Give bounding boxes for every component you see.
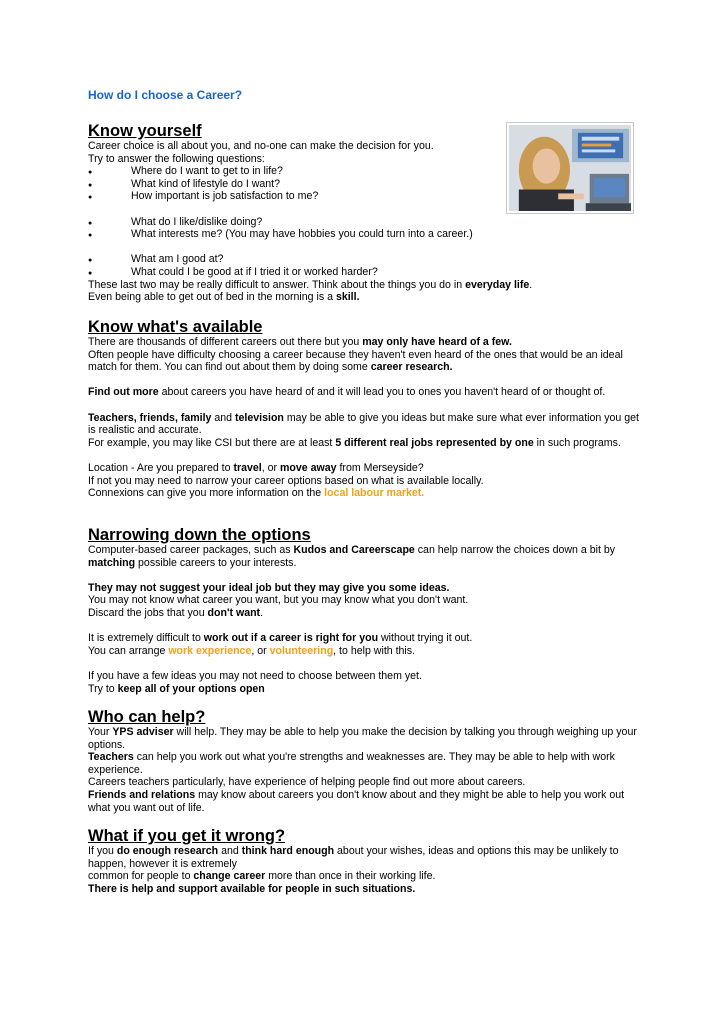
paragraph: If you have a few ideas you may not need to choose between them yet. [88,669,422,682]
paragraph: Your YPS adviser will help. They may be able to help you make the decision by talking you through weighing up your options. [88,726,637,751]
paragraph: Try to keep all of your options open [88,682,265,695]
paragraph: These last two may be really difficult to answer. Think about the things you do in everyday life. [88,278,533,291]
list-item: ● Where do I want to get to in life? [88,165,640,178]
paragraph: Teachers, friends, family and television may be able to give you ideas but make sure what ever information you get is realistic and accurate. [88,411,639,437]
paragraph: Find out more about careers you have heard of and it will lead you to ones you haven't heard of or thought of. [88,386,606,399]
woman-at-computer-image [509,125,631,211]
paragraph: You may not know what career you want, but you may know what you don't want. [88,594,469,607]
paragraph: Connexions can give you more information on the local labour market. [88,487,425,500]
paragraph: Friends and relations may know about careers you don't know about and they might be able to help you work out what you want out of life. [88,788,625,814]
paragraph: Try to answer the following questions: [88,152,265,165]
paragraph: For example, you may like CSI but there are at least 5 different real jobs represented by one in such programs. [88,436,621,449]
question-list-2 [88,216,640,241]
section-what-if-wrong [88,827,640,895]
paragraph: Computer-based career packages, such as Kudos and Careerscape can help narrow the choices down a bit by matching possible careers to your interests. [88,544,616,569]
heading-what-if-wrong: What if you get it wrong? [88,827,286,845]
section-know-whats-available [88,318,640,500]
paragraph: Often people have difficulty choosing a career because they haven't even heard of the ones that would be an ideal match for them. You can find out about them by doing some career research. [88,348,623,374]
paragraph: If not you may need to narrow your career options based on what is available locally. [88,474,484,487]
paragraph: Discard the jobs that you don't want. [88,606,264,619]
list-item: ● What kind of lifestyle do I want? [88,178,640,191]
paragraph: Careers teachers particularly, have experience of helping people find out more about careers. [88,776,526,789]
list-item: ● What do I like/dislike doing? [88,216,640,229]
page-title: How do I choose a Career? [88,88,243,102]
question-list-3 [88,253,640,278]
heading-narrowing-down: Narrowing down the options [88,526,311,544]
heading-know-whats-available: Know what's available [88,318,263,336]
paragraph: There is help and support available for people in such situations. [88,882,416,895]
paragraph: Career choice is all about you, and no-one can make the decision for you. [88,140,434,152]
paragraph: You can arrange work experience, or volunteering, to help with this. [88,644,416,657]
list-item: ● What could I be good at if I tried it or worked harder? [88,266,640,279]
paragraph: There are thousands of different careers out there but you may only have heard of a few. [88,336,512,348]
heading-know-yourself: Know yourself [88,122,202,140]
paragraph: common for people to change career more than once in their working life. [88,870,436,883]
paragraph: It is extremely difficult to work out if a career is right for you without trying it out. [88,632,473,645]
local-labour-market-link[interactable]: local labour market. [324,487,425,500]
list-item: ● How important is job satisfaction to me? [88,190,640,203]
paragraph: Teachers can help you work out what you're strengths and weaknesses are. They may be able to help with work experience. [88,751,615,776]
section-who-can-help [88,708,640,814]
work-experience-link[interactable]: work experience [168,644,252,657]
paragraph: They may not suggest your ideal job but they may give you some ideas. [88,581,450,594]
heading-who-can-help: Who can help? [88,708,206,726]
paragraph: Location - Are you prepared to travel, or move away from Merseyside? [88,461,424,474]
volunteering-link[interactable]: volunteering [269,644,334,657]
section-narrowing-down [88,526,640,695]
paragraph: If you do enough research and think hard enough about your wishes, ideas and options this may be unlikely to happen, however it is extremely [88,845,619,870]
list-item: ● What interests me? (You may have hobbies you could turn into a career.) [88,228,640,241]
paragraph: Even being able to get out of bed in the morning is a skill. [88,291,360,304]
career-photo [506,122,634,214]
list-item: ● What am I good at? [88,253,640,266]
